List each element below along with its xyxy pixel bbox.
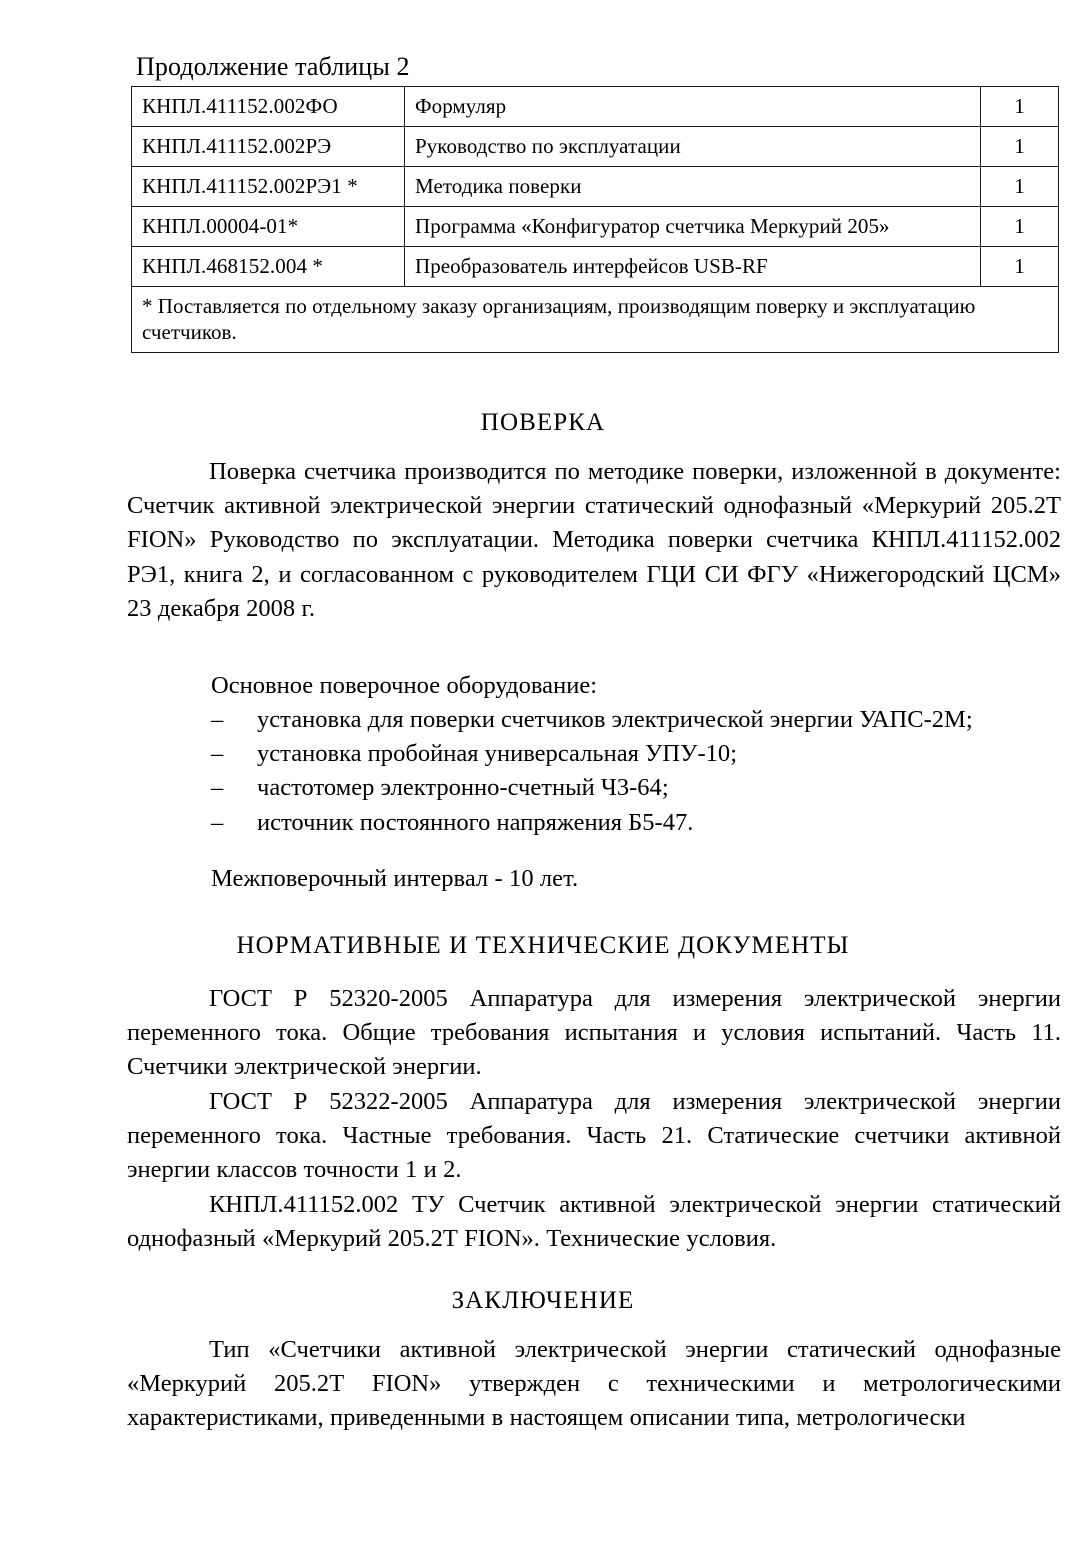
cell-qty: 1 bbox=[981, 127, 1059, 167]
cell-name: Методика поверки bbox=[405, 167, 981, 207]
dash-icon: – bbox=[211, 740, 224, 768]
list-item bbox=[211, 737, 1071, 771]
table-caption: Продолжение таблицы 2 bbox=[136, 52, 410, 81]
cell-name: Программа «Конфигуратор счетчика Меркурий 205» bbox=[405, 207, 981, 247]
heading-conclusion: ЗАКЛЮЧЕНИЕ bbox=[451, 1287, 635, 1314]
equipment-list bbox=[211, 703, 1071, 840]
cell-qty: 1 bbox=[981, 87, 1059, 127]
equipment-lead: Основное поверочное оборудование: bbox=[211, 672, 598, 699]
verification-interval: Межповерочный интервал - 10 лет. bbox=[211, 865, 579, 892]
cell-code: КНПЛ.411152.002РЭ bbox=[132, 127, 405, 167]
paragraph-text: ГОСТ Р 52322-2005 Аппаратура для измерения электрической энергии переменного тока. Частные требования. Часть 21. Статические счетчики активной энергии классов точности 1 и 2. bbox=[127, 1088, 1061, 1184]
list-item bbox=[211, 806, 1071, 840]
cell-code: КНПЛ.00004-01* bbox=[132, 207, 405, 247]
heading-poverka: ПОВЕРКА bbox=[480, 409, 606, 436]
cell-code: КНПЛ.411152.002ФО bbox=[132, 87, 405, 127]
paragraph-text: ГОСТ Р 52320-2005 Аппаратура для измерения электрической энергии переменного тока. Общие требования испытания и условия испытаний. Часть 11. Счетчики электрической энергии. bbox=[127, 985, 1061, 1081]
cell-name: Формуляр bbox=[405, 87, 981, 127]
cell-name: Преобразователь интерфейсов USB-RF bbox=[405, 247, 981, 287]
paragraph-conclusion bbox=[127, 1333, 1061, 1436]
cell-code: КНПЛ.468152.004 * bbox=[132, 247, 405, 287]
list-item-label: источник постоянного напряжения Б5-47. bbox=[257, 808, 694, 836]
cell-qty: 1 bbox=[981, 167, 1059, 207]
dash-icon: – bbox=[211, 774, 224, 802]
table-footnote: * Поставляется по отдельному заказу организациям, производящим поверку и эксплуатацию счетчиков. bbox=[132, 287, 1059, 353]
table-row bbox=[132, 207, 1059, 247]
dash-icon: – bbox=[211, 706, 224, 733]
cell-qty: 1 bbox=[981, 207, 1059, 247]
paragraph-gost-52322 bbox=[127, 1085, 1061, 1188]
list-item-label: частотомер электронно-счетный Ч3-64; bbox=[257, 774, 669, 802]
list-item-label: установка пробойная универсальная УПУ-10; bbox=[257, 740, 738, 768]
list-item-label: установка для поверки счетчиков электрической энергии УАПС-2М; bbox=[257, 706, 973, 733]
paragraph-tu bbox=[127, 1188, 1061, 1256]
table-row bbox=[132, 87, 1059, 127]
components-table bbox=[131, 86, 1059, 353]
table-body bbox=[132, 87, 1059, 353]
table-footnote-row bbox=[132, 287, 1059, 353]
table-row bbox=[132, 247, 1059, 287]
cell-name: Руководство по эксплуатации bbox=[405, 127, 981, 167]
paragraph-gost-52320 bbox=[127, 982, 1061, 1085]
paragraph-text: Тип «Счетчики активной электрической энергии статический однофазные «Меркурий 205.2Т FION» утвержден с техническими и метрологическими характеристиками, приведенными в настоящем описании типа, метрологически bbox=[127, 1336, 1061, 1432]
paragraph-text: Поверка счетчика производится по методике поверки, изложенной в документе: Счетчик активной электрической энергии статический однофазный «Меркурий 205.2Т FION» Руководство по эксплуатации. Методика поверки счетчика КНПЛ.411152.002 РЭ1, книга 2, и согласованном с руководителем ГЦИ СИ ФГУ «Нижегородский ЦСМ» 23 декабря 2008 г. bbox=[127, 458, 1061, 622]
heading-normative-documents: НОРМАТИВНЫЕ И ТЕХНИЧЕСКИЕ ДОКУМЕНТЫ bbox=[236, 932, 850, 959]
cell-code: КНПЛ.411152.002РЭ1 * bbox=[132, 167, 405, 207]
list-item bbox=[211, 771, 1071, 805]
table-row bbox=[132, 167, 1059, 207]
list-item bbox=[211, 703, 1071, 737]
cell-qty: 1 bbox=[981, 247, 1059, 287]
paragraph-poverka bbox=[127, 455, 1061, 626]
table-row bbox=[132, 127, 1059, 167]
dash-icon: – bbox=[211, 808, 224, 836]
paragraph-text: КНПЛ.411152.002 ТУ Счетчик активной электрической энергии статический однофазный «Меркурий 205.2Т FION». Технические условия. bbox=[127, 1191, 1061, 1253]
